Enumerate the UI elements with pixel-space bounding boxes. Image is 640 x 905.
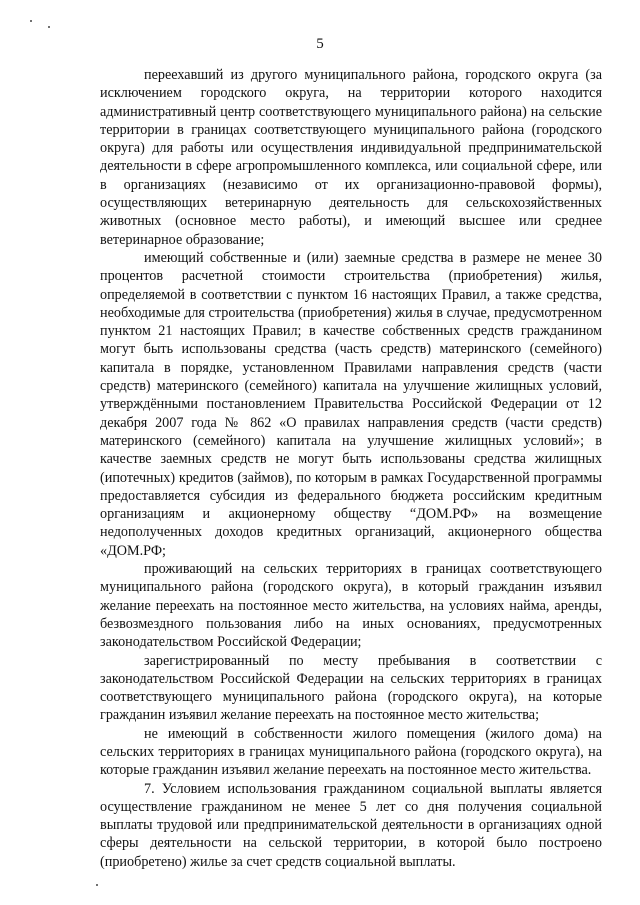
scan-speck (96, 884, 98, 886)
paragraph-continuation: переехавший из другого муниципального района, городского округа (за исключением городского округа, на территории которого находится административный центр соответствующего муниципального района) на сельские территории в границах соответствующего муниципального района (городского округа) для работы или осуществления индивидуальной предпринимательской деятельности в сфере агропромышленного комплекса, или социальной сфере, или в организациях (независимо от их организационно-правовой формы), осуществляющих ветеринарную деятельность для сельскохозяйственных животных (основное место работы), и имеющий высшее или среднее ветеринарное образование; (100, 67, 602, 248)
paragraph: имеющий собственные и (или) заемные средства в размере не менее 30 процентов расчетной стоимости строительства (приобретения) жилья, определяемой в соответствии с пунктом 16 настоящих Правил, а также средства, необходимые для строительства (приобретения) жилья в случае, предусмотренном пунктом 21 настоящих Правил; в качестве собственных средств гражданином могут быть использованы средства (часть средств) материнского (семейного) капитала в порядке, установленном Правилами направления средств (части средств) материнского (семейного) капитала на улучшение жилищных условий, утверждёнными постановлением Правительства Российской Федерации от 12 декабря 2007 года № 862 «О правилах направления средств (части средств) материнского (семейного) капитала на улучшение жилищных условий»; в качестве заемных средств не могут быть использованы средства жилищных (ипотечных) кредитов (займов), по которым в рамках Государственной программы предоставляется субсидия из федерального бюджета российским кредитным организациям и акционерному обществу “ДОМ.РФ» на возмещение недополученных доходов кредитных организаций, акционерного общества «ДОМ.РФ; (100, 249, 602, 559)
scan-speck (48, 26, 50, 28)
scan-speck (30, 20, 32, 22)
paragraph: не имеющий в собственности жилого помещения (жилого дома) на сельских территориях в границах муниципального района (городского округа), на которые гражданин изъявил желание переехать на постоянное место жительства. (100, 725, 602, 779)
paragraph: зарегистрированный по месту пребывания в соответствии с законодательством Российской Федерации на сельских территориях в границах соответствующего муниципального района (городского округа), на которые гражданин изъявил желание переехать на постоянное место жительства; (100, 652, 602, 724)
document-body (100, 66, 602, 871)
page-number: 5 (316, 36, 324, 52)
paragraph: проживающий на сельских территориях в границах соответствующего муниципального района (городского округа), в который гражданин изъявил желание переехать на постоянное место жительства, на условиях найма, аренды, безвозмездного пользования либо на иных основаниях, предусмотренных законодательством Российской Федерации; (100, 561, 602, 651)
paragraph-item-7: 7. Условием использования гражданином социальной выплаты является осуществление гражданином не менее 5 лет со дня получения социальной выплаты трудовой или предпринимательской деятельности в организациях одной сферы деятельности на сельской территории, в которой было построено (приобретено) жилье за счет средств социальной выплаты. (100, 780, 602, 870)
